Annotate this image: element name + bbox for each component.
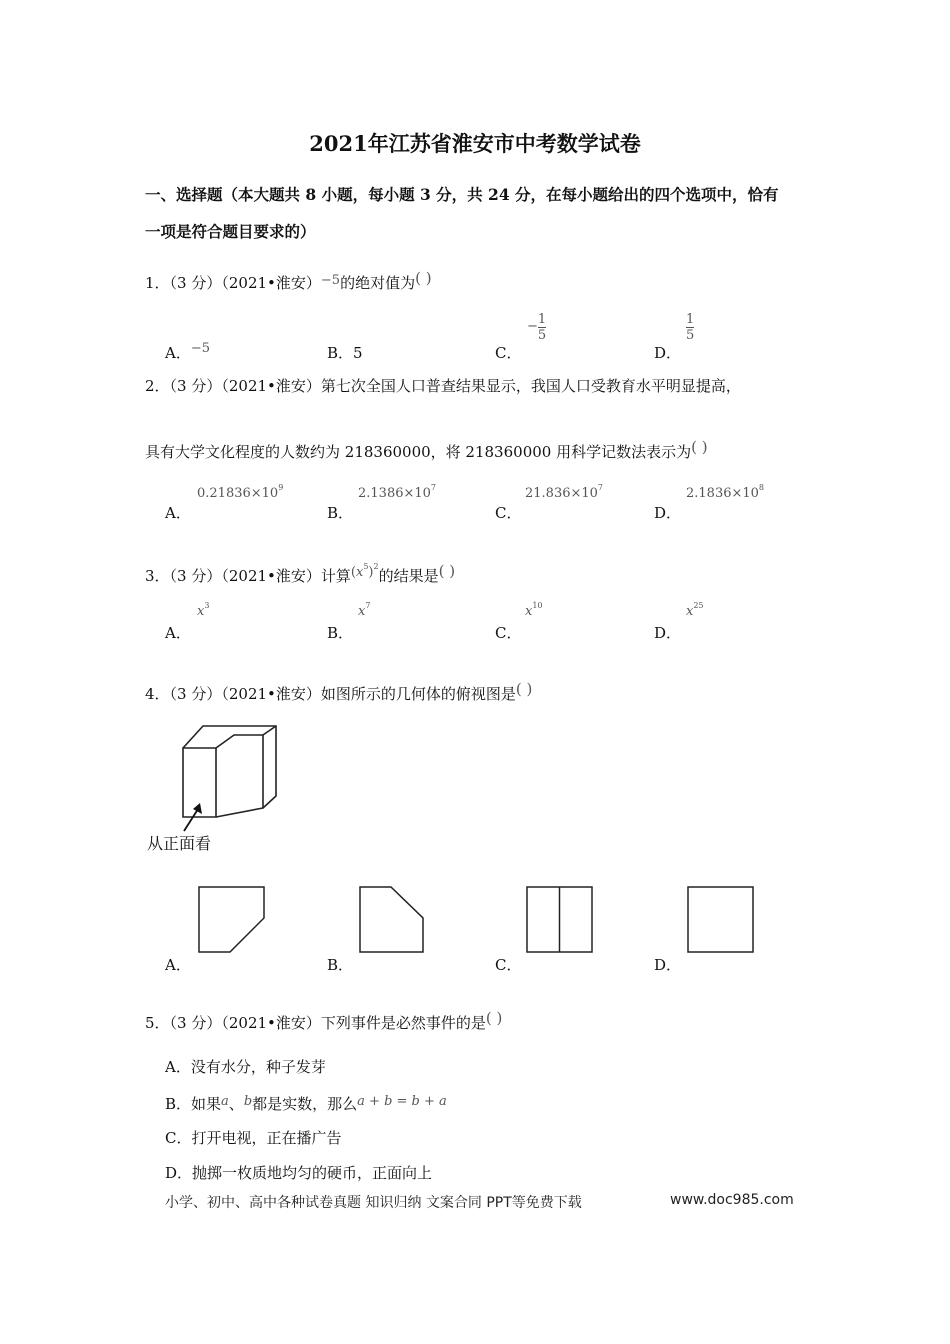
q3-option-b-value <box>358 601 371 619</box>
solid-top-edges <box>216 726 276 748</box>
fraction-numerator: 1 <box>537 312 547 327</box>
q1-option-c-fraction <box>527 312 546 343</box>
option-value: −5 <box>190 341 211 356</box>
q1-math: −5 <box>320 273 341 288</box>
sci-base: 0.21836×10 <box>197 486 279 501</box>
q2-text: 具有大学文化程度的人数约为 218360000，将 218360000 用科学记数法表示为 <box>145 443 692 461</box>
q2-option-a <box>165 502 191 523</box>
sci-base: 2.1386×10 <box>358 486 431 501</box>
question-5 <box>145 1009 503 1033</box>
q1-option-d <box>654 342 681 363</box>
power-base: x <box>358 604 366 619</box>
sci-exponent: 7 <box>430 483 437 492</box>
option-label: C． <box>495 344 522 362</box>
sci-base: 2.1836×10 <box>686 486 759 501</box>
q3-expression <box>350 562 379 580</box>
q4-option-d-shape <box>685 884 757 956</box>
question-2-line1: 2．（3 分）（2021•淮安）第七次全国人口普查结果显示，我国人口受教育水平明显提高， <box>145 377 741 395</box>
option-text: B．如果 <box>165 1095 222 1113</box>
page-title: 2021年江苏省淮安市中考数学试卷 <box>309 131 641 156</box>
q3-answer-paren: ( ) <box>438 562 456 580</box>
q5-option-d: D．抛掷一枚质地均匀的硬币，正面向上 <box>165 1164 433 1182</box>
q3-option-b <box>327 622 353 643</box>
q4-option-a-shape <box>196 884 268 956</box>
option-label: A． <box>165 504 191 522</box>
footer-website: www.doc985.com <box>670 1192 794 1208</box>
q4-option-d: D． <box>654 956 682 974</box>
expr-outer-exp: 2 <box>373 562 379 571</box>
q5-option-b <box>165 1093 447 1114</box>
q1-option-d-fraction <box>686 312 694 343</box>
q2-option-a-value <box>197 483 284 501</box>
q2-option-b-value <box>358 483 437 501</box>
sci-exponent: 8 <box>758 483 765 492</box>
power-base: x <box>525 604 533 619</box>
question-3 <box>145 562 456 586</box>
q1-option-a <box>165 342 210 363</box>
q4-option-b-shape <box>357 884 429 956</box>
option-label: B． <box>327 624 354 642</box>
q5-option-a: A．没有水分，种子发芽 <box>165 1058 326 1076</box>
q3-option-d <box>654 622 681 643</box>
question-2-line2 <box>145 438 708 462</box>
fraction-numerator: 1 <box>686 312 695 327</box>
geometric-solid-figure <box>140 718 290 858</box>
q5-answer-paren: ( ) <box>485 1009 503 1027</box>
q1-suffix: 的绝对值为 <box>340 274 416 292</box>
equation: a + b = b + a <box>357 1094 447 1109</box>
expr-var: x <box>355 565 364 580</box>
q4-text: 4．（3 分）（2021•淮安）如图所示的几何体的俯视图是 <box>145 685 516 703</box>
q3-prefix: 3．（3 分）（2021•淮安）计算 <box>145 567 351 585</box>
q1-prefix: 1．（3 分）（2021•淮安） <box>145 274 321 292</box>
q5-text: 5．（3 分）（2021•淮安）下列事件是必然事件的是 <box>145 1014 486 1032</box>
expr-inner-exp: 5 <box>363 562 369 571</box>
option-label: C． <box>495 624 522 642</box>
q5-option-c: C．打开电视，正在播广告 <box>165 1129 342 1147</box>
option-value: 5 <box>353 344 363 362</box>
option-label: D． <box>654 624 682 642</box>
question-1 <box>145 269 432 293</box>
power-base: x <box>197 604 205 619</box>
fraction-sign: − <box>527 319 538 334</box>
separator: 、 <box>228 1095 244 1113</box>
figure-caption: 从正面看 <box>147 834 212 853</box>
expr-close: ) <box>368 565 374 580</box>
option-label: A． <box>165 344 191 362</box>
q2-option-c <box>495 502 521 523</box>
var-b: b <box>243 1094 253 1109</box>
q1-option-b <box>327 342 363 363</box>
arrow-head-icon <box>193 803 202 814</box>
fraction-denominator: 5 <box>537 328 547 343</box>
section-heading-line1: 一、选择题（本大题共 8 小题，每小题 3 分，共 24 分，在每小题给出的四个选项中，恰有 <box>145 185 779 204</box>
footer-text: 小学、初中、高中各种试卷真题 知识归纳 文案合同 PPT等免费下载 <box>165 1195 582 1211</box>
q4-option-b: B． <box>327 956 354 974</box>
fraction-denominator: 5 <box>686 328 695 343</box>
option-label: A． <box>165 624 191 642</box>
q4-option-a: A． <box>165 956 191 974</box>
sci-exponent: 9 <box>278 483 284 492</box>
q3-option-a-value <box>197 601 210 619</box>
option-text: 都是实数，那么 <box>252 1095 358 1113</box>
q3-option-c-value <box>525 601 543 619</box>
option-label: B． <box>327 504 354 522</box>
power-base: x <box>686 604 694 619</box>
section-heading-line2: 一项是符合题目要求的） <box>145 222 316 241</box>
q4-answer-paren: ( ) <box>515 680 533 698</box>
solid-side-edges <box>216 735 263 817</box>
q3-option-d-value <box>686 601 704 619</box>
q2-option-c-value <box>525 483 604 501</box>
sci-exponent: 7 <box>597 483 604 492</box>
power-exponent: 7 <box>365 601 371 610</box>
option-label: D． <box>654 344 682 362</box>
power-exponent: 3 <box>204 601 210 610</box>
q3-option-a <box>165 622 191 643</box>
q3-suffix: 的结果是 <box>378 567 439 585</box>
q1-option-c <box>495 342 521 363</box>
q2-option-d-value <box>686 483 765 501</box>
q3-option-c <box>495 622 521 643</box>
q2-option-d <box>654 502 681 523</box>
power-exponent: 10 <box>532 601 543 610</box>
var-a: a <box>221 1094 229 1109</box>
option-label: C． <box>495 504 522 522</box>
expr-open: ( <box>350 565 356 580</box>
q2-answer-paren: ( ) <box>691 438 708 456</box>
q4-option-c-shape <box>524 884 596 956</box>
option-label: D． <box>654 504 682 522</box>
question-4 <box>145 680 533 704</box>
power-exponent: 25 <box>693 601 704 610</box>
option-label: B． <box>327 344 354 362</box>
q2-option-b <box>327 502 353 523</box>
q4-option-c: C． <box>495 956 522 974</box>
sci-base: 21.836×10 <box>525 486 598 501</box>
q1-answer-paren: ( ) <box>415 269 432 287</box>
